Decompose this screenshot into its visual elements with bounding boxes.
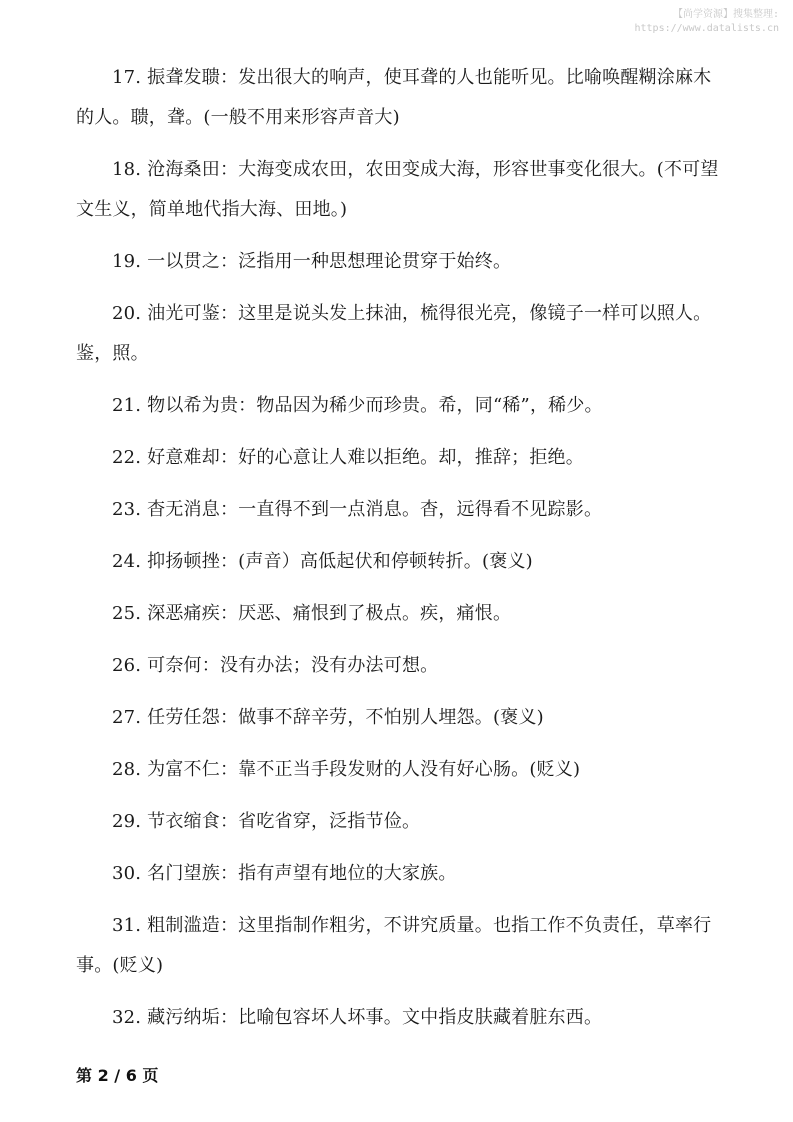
document-body	[76, 58, 726, 1050]
watermark-source: 【尚学资源】搜集整理:	[672, 9, 779, 20]
entry-17: 17. 振聋发聩：发出很大的响声，使耳聋的人也能听见。比喻唤醒糊涂麻木的人。聩，聋。(一般不用来形容声音大)	[76, 67, 712, 128]
entry-28: 28. 为富不仁：靠不正当手段发财的人没有好心肠。(贬义)	[112, 759, 581, 780]
entry-31: 31. 粗制滥造：这里指制作粗劣，不讲究质量。也指工作不负责任，草率行事。(贬义)	[76, 915, 712, 976]
entry-23: 23. 杳无消息：一直得不到一点消息。杳，远得看不见踪影。	[112, 499, 603, 520]
entry-32: 32. 藏污纳垢：比喻包容坏人坏事。文中指皮肤藏着脏东西。	[112, 1007, 603, 1028]
watermark-url: https://www.datalists.cn	[634, 23, 779, 34]
entry-24: 24. 抑扬顿挫：(声音）高低起伏和停顿转折。(褒义)	[112, 551, 533, 572]
entry-30: 30. 名门望族：指有声望有地位的大家族。	[112, 863, 457, 884]
entry-25: 25. 深恶痛疾：厌恶、痛恨到了极点。疾，痛恨。	[112, 603, 512, 624]
page-number: 第 2 / 6 页	[76, 1066, 159, 1085]
entry-26: 26. 可奈何：没有办法；没有办法可想。	[112, 655, 439, 676]
entry-19: 19. 一以贯之：泛指用一种思想理论贯穿于始终。	[112, 251, 512, 272]
entry-20: 20. 油光可鉴：这里是说头发上抹油，梳得很光亮，像镜子一样可以照人。鉴，照。	[76, 303, 712, 364]
watermark	[635, 8, 780, 36]
entry-21: 21. 物以希为贵：物品因为稀少而珍贵。希，同“稀”，稀少。	[112, 395, 603, 416]
entry-18: 18. 沧海桑田：大海变成农田，农田变成大海，形容世事变化很大。(不可望文生义，简单地代指大海、田地。)	[76, 159, 719, 220]
entry-29: 29. 节衣缩食：省吃省穿，泛指节俭。	[112, 811, 421, 832]
entry-27: 27. 任劳任怨：做事不辞辛劳，不怕别人埋怨。(褒义)	[112, 707, 544, 728]
entry-22: 22. 好意难却：好的心意让人难以拒绝。却，推辞；拒绝。	[112, 447, 584, 468]
